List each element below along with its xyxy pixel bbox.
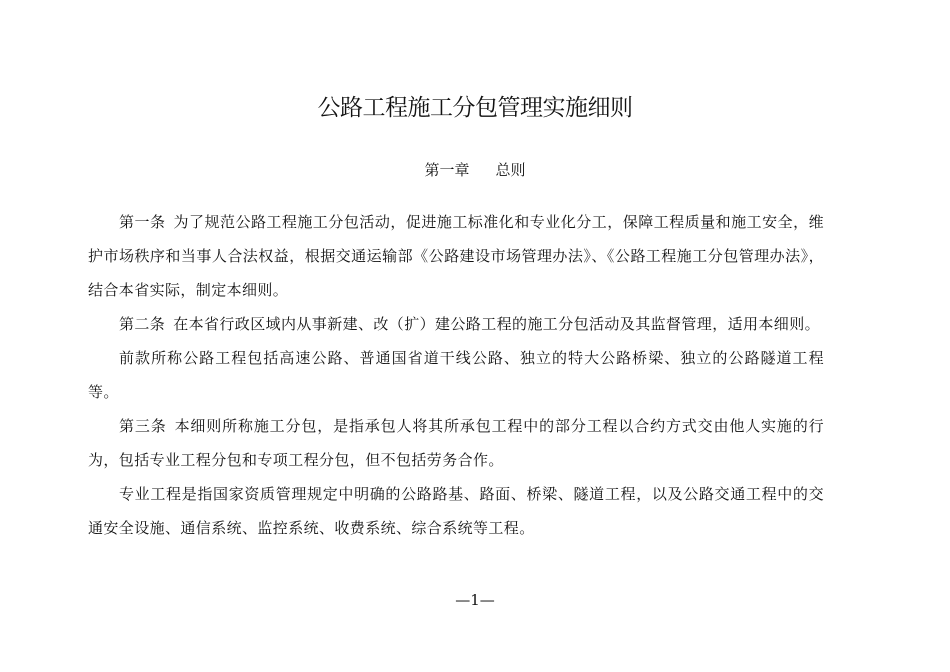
page-number: —1— — [455, 591, 495, 609]
article-text: 本细则所称施工分包，是指承包人将其所承包工程中的部分工程以合约方式交由他人实施的行为，包括专业工程分包和专项工程分包，但不包括劳务合作。 — [88, 417, 825, 469]
document-title: 公路工程施工分包管理实施细则 — [317, 95, 633, 121]
article-text: 在本省行政区域内从事新建、改（扩）建公路工程的施工分包活动及其监督管理，适用本细则。 — [173, 315, 821, 333]
article-number: 第一条 — [119, 213, 166, 231]
chapter-name: 总则 — [495, 161, 526, 179]
article-number: 第二条 — [119, 315, 166, 333]
article-3-paragraph — [88, 409, 824, 477]
chapter-number: 第一章 — [424, 161, 470, 179]
article-text: 为了规范公路工程施工分包活动，促进施工标准化和专业化分工，保障工程质量和施工安全，维护市场秩序和当事人合法权益，根据交通运输部《公路建设市场管理办法》、《公路工程施工分包管理办法》，结合本省实际，制定本细则。 — [88, 213, 825, 299]
document-body — [88, 205, 824, 545]
article-2-clause-paragraph — [88, 341, 824, 409]
article-text: 前款所称公路工程包括高速公路、普通国省道干线公路、独立的特大公路桥梁、独立的公路隧道工程等。 — [88, 349, 824, 401]
article-text: 专业工程是指国家资质管理规定中明确的公路路基、路面、桥梁、隧道工程，以及公路交通工程中的交通安全设施、通信系统、监控系统、收费系统、综合系统等工程。 — [88, 485, 824, 537]
chapter-heading — [0, 158, 950, 182]
article-1-paragraph — [88, 205, 824, 307]
article-3-clause-paragraph — [88, 477, 824, 545]
article-2-paragraph — [88, 307, 824, 341]
article-number: 第三条 — [119, 417, 167, 435]
